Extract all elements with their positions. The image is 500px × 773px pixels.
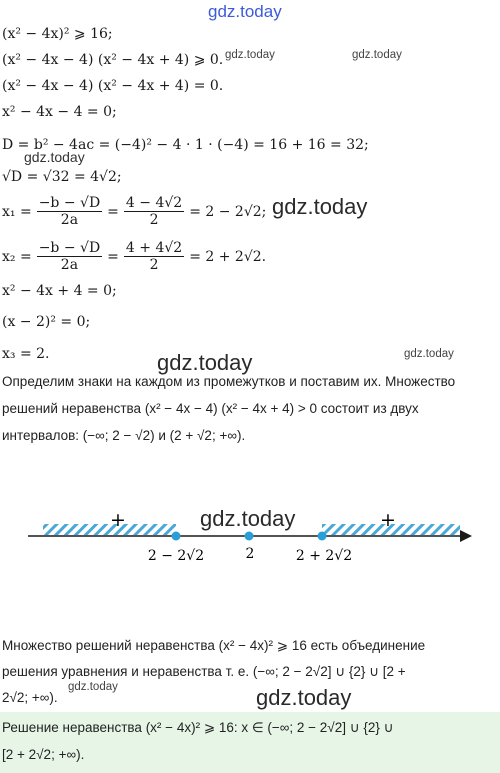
conclusion-line: Множество решений неравенства (x² − 4x)² ⩾ 16 есть объединение: [2, 638, 426, 653]
fraction-numerator: 4 + 4√2: [125, 240, 183, 256]
fraction-numerator: −b − √D: [38, 195, 101, 211]
fraction-numerator: −b − √D: [38, 240, 101, 256]
watermark: gdz.today: [200, 506, 296, 531]
root-x2-line: [2, 240, 266, 273]
step-line: (x² − 4x − 4) (x² − 4x + 4) = 0.: [2, 78, 224, 94]
step-line: (x − 2)² = 0;: [2, 314, 91, 330]
step-line: (x² − 4x − 4) (x² − 4x + 4) ⩾ 0.: [2, 52, 224, 68]
explanation-line: Определим знаки на каждом из промежутков и поставим их. Множество: [2, 374, 456, 389]
fraction: [124, 195, 184, 228]
equals-sign: =: [107, 203, 119, 220]
answer-box: [0, 712, 500, 773]
point-left: [172, 532, 181, 541]
step-line: x² − 4x + 4 = 0;: [2, 283, 117, 299]
root-x2-label: x₂ =: [2, 248, 32, 265]
root-x1-value: = 2 − 2√2;: [189, 203, 267, 220]
axis-arrow-icon: [460, 530, 472, 542]
plus-sign-left: +: [110, 509, 126, 531]
step-line: x₃ = 2.: [2, 346, 50, 362]
plus-sign-right: +: [380, 509, 396, 531]
watermark: gdz.today: [24, 149, 85, 165]
step-line: √D = √32 = 4√2;: [2, 169, 122, 185]
answer-line: [2 + 2√2; +∞).: [2, 747, 85, 762]
watermark: gdz.today: [352, 49, 402, 61]
explanation-line: интервалов: (−∞; 2 − √2) и (2 + √2; +∞).: [2, 428, 246, 443]
point-mid: [245, 532, 254, 541]
watermark: gdz.today: [404, 348, 454, 360]
root-x2-value: = 2 + 2√2.: [189, 248, 267, 265]
watermark: gdz.today: [208, 2, 282, 21]
fraction-denominator: 2: [149, 257, 159, 273]
point-right: [318, 532, 327, 541]
root-x1-line: [2, 195, 266, 228]
watermark: gdz.today: [157, 350, 253, 375]
equals-sign: =: [107, 248, 119, 265]
fraction-denominator: 2: [149, 212, 159, 228]
watermark: gdz.today: [68, 681, 118, 693]
root-x1-label: x₁ =: [2, 203, 32, 220]
fraction: [37, 240, 102, 273]
fraction-denominator: 2a: [60, 212, 79, 228]
fraction-numerator: 4 − 4√2: [125, 195, 183, 211]
point-label-right: 2 + 2√2: [295, 548, 353, 564]
conclusion-line: 2√2; +∞).: [2, 690, 58, 705]
fraction: [37, 195, 102, 228]
step-line: D = b² − 4ac = (−4)² − 4 · 1 · (−4) = 16 + 16 = 32;: [2, 137, 369, 153]
point-label-left: 2 − 2√2: [147, 548, 205, 564]
explanation-line: решений неравенства (x² − 4x − 4) (x² − 4x + 4) > 0 состоит из двух: [2, 401, 419, 416]
watermark: gdz.today: [225, 49, 275, 61]
answer-line: Решение неравенства (x² − 4x)² ⩾ 16: x ∈ (−∞; 2 − 2√2] ∪ {2} ∪: [2, 720, 394, 735]
fraction: [124, 240, 184, 273]
conclusion-line: решения уравнения и неравенства т. е. (−∞; 2 − 2√2] ∪ {2} ∪ [2 +: [2, 664, 406, 679]
watermark: gdz.today: [256, 685, 352, 710]
number-line: [0, 460, 500, 572]
step-line: (x² − 4x)² ⩾ 16;: [2, 26, 113, 42]
step-line: x² − 4x − 4 = 0;: [2, 104, 117, 120]
fraction-denominator: 2a: [60, 257, 79, 273]
point-label-mid: 2: [245, 546, 255, 562]
watermark: gdz.today: [272, 194, 368, 219]
